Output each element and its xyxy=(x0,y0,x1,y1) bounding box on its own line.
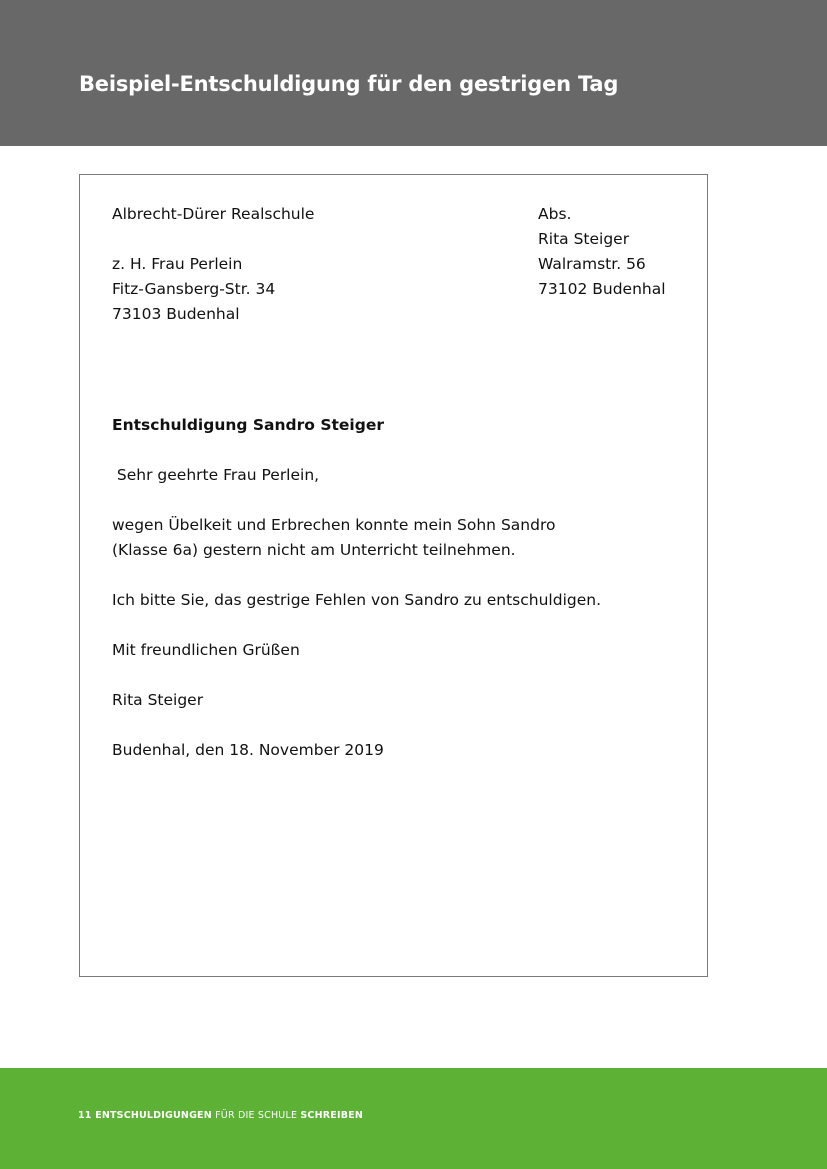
footer-part-2: FÜR DIE SCHULE xyxy=(211,1110,301,1121)
letter-salutation: Sehr geehrte Frau Perlein, xyxy=(112,466,320,484)
footer-part-3: SCHREIBEN xyxy=(300,1110,363,1121)
letter-place-date: Budenhal, den 18. November 2019 xyxy=(112,741,384,759)
page-footer xyxy=(0,1068,827,1169)
sender-name: Rita Steiger xyxy=(538,230,630,248)
sender-street: Walramstr. 56 xyxy=(538,255,646,273)
recipient-city: 73103 Budenhal xyxy=(112,305,240,323)
recipient-attention: z. H. Frau Perlein xyxy=(112,255,243,273)
page-header xyxy=(0,0,827,146)
sender-label: Abs. xyxy=(538,205,572,223)
letter-closing: Mit freundlichen Grüßen xyxy=(112,641,300,659)
letter-body-line-3: Ich bitte Sie, das gestrige Fehlen von Sandro zu entschuldigen. xyxy=(112,591,602,609)
letter-subject: Entschuldigung Sandro Steiger xyxy=(112,416,384,434)
letter-body-line-1: wegen Übelkeit und Erbrechen konnte mein Sohn Sandro xyxy=(112,516,556,534)
letter-body-line-2: (Klasse 6a) gestern nicht am Unterricht teilnehmen. xyxy=(112,541,516,559)
footer-series-title xyxy=(78,1110,363,1121)
sender-city: 73102 Budenhal xyxy=(538,280,666,298)
recipient-school: Albrecht-Dürer Realschule xyxy=(112,205,315,223)
page-title: Beispiel-Entschuldigung für den gestrigen Tag xyxy=(79,72,619,96)
footer-part-1: 11 ENTSCHULDIGUNGEN xyxy=(78,1110,212,1121)
recipient-street: Fitz-Gansberg-Str. 34 xyxy=(112,280,276,298)
letter-signature: Rita Steiger xyxy=(112,691,204,709)
